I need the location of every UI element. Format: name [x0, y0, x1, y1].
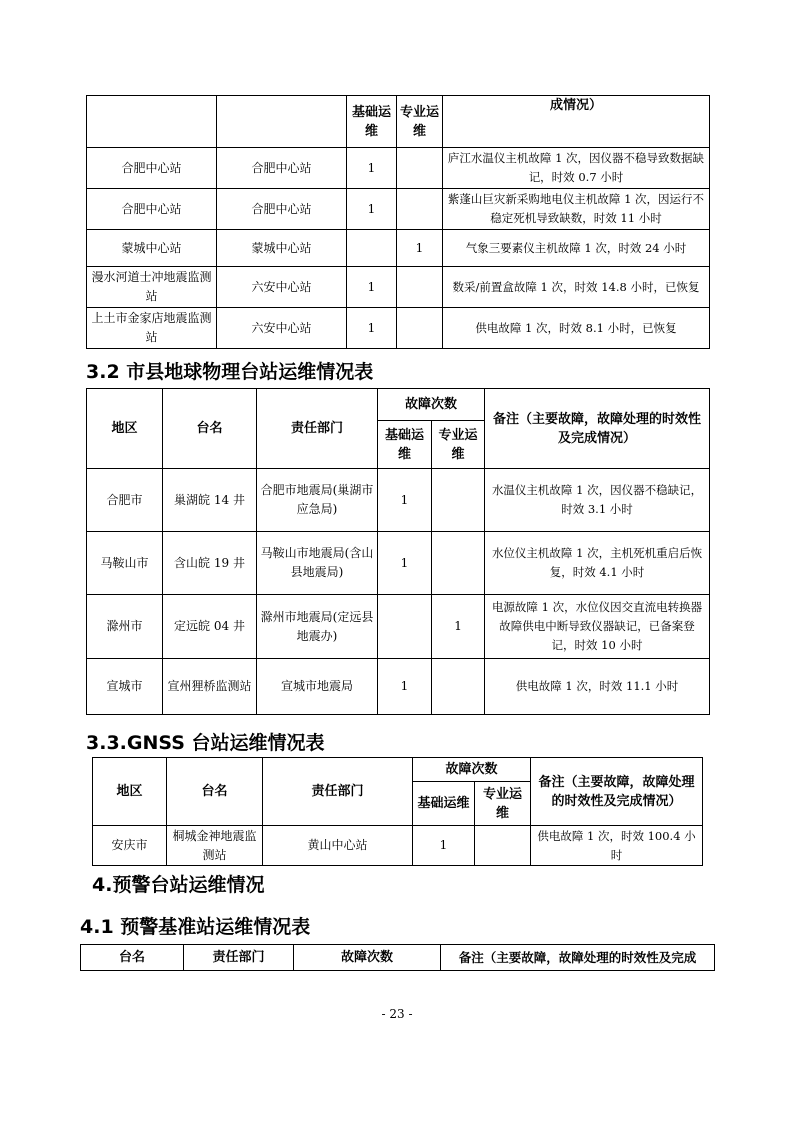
table-row: [87, 189, 710, 230]
cell-station: 合肥中心站: [87, 148, 217, 189]
cell-station: 漫水河道士冲地震监测站: [87, 267, 217, 308]
col-dept: 责任部门: [263, 758, 413, 826]
cell-dept: 宣城市地震局: [257, 659, 378, 715]
cell-basic: [378, 595, 432, 659]
table-header-row: [87, 96, 710, 148]
col-station: 台名: [81, 945, 184, 971]
table-3-3: [92, 757, 703, 866]
cell-pro: [397, 308, 443, 349]
cell-note: 电源故障 1 次，水位仪因交直流电转换器故障供电中断导致仪器缺记，已备案登记，时效 10 小时: [485, 595, 710, 659]
col-faults: 故障次数: [378, 389, 485, 421]
cell-note: 水位仪主机故障 1 次，主机死机重启后恢复，时效 4.1 小时: [485, 532, 710, 595]
cell-station: 巢湖皖 14 井: [163, 469, 257, 532]
table-3-2: [86, 388, 710, 715]
cell-region: 合肥市: [87, 469, 163, 532]
cell-dept: 六安中心站: [217, 308, 347, 349]
table-row: [87, 659, 710, 715]
table-row: [87, 267, 710, 308]
table-row: [87, 469, 710, 532]
col-note: 备注（主要故障，故障处理的时效性及完成: [441, 945, 715, 971]
section-title-4-1: 4.1 预警基准站运维情况表: [80, 916, 311, 938]
section-title-4: 4.预警台站运维情况: [92, 874, 265, 896]
cell-pro: [432, 532, 485, 595]
cell-region: 马鞍山市: [87, 532, 163, 595]
cell-station: 桐城金神地震监测站: [167, 826, 263, 866]
cell-note: 供电故障 1 次，时效 100.4 小时: [531, 826, 703, 866]
cell-station: 宣州狸桥监测站: [163, 659, 257, 715]
col-basic: 基础运维: [378, 421, 432, 469]
cell-pro: 1: [432, 595, 485, 659]
col-station: 台名: [167, 758, 263, 826]
cell-pro: [432, 469, 485, 532]
table-row: [87, 230, 710, 267]
table-header-row: [87, 389, 710, 421]
cell-basic: 1: [347, 189, 397, 230]
cell-dept: 黄山中心站: [263, 826, 413, 866]
cell-dept: 合肥中心站: [217, 148, 347, 189]
col-note: 备注（主要故障，故障处理的时效性及完成情况）: [531, 758, 703, 826]
cell-basic: 1: [378, 659, 432, 715]
cell-note: 气象三要素仪主机故障 1 次，时效 24 小时: [443, 230, 710, 267]
col-pro: 专业运维: [432, 421, 485, 469]
col-note: 备注（主要故障，故障处理的时效性及完成情况）: [485, 389, 710, 469]
cell-note: 供电故障 1 次，时效 8.1 小时，已恢复: [443, 308, 710, 349]
cell-dept: 马鞍山市地震局(含山县地震局): [257, 532, 378, 595]
cell-basic: 1: [378, 469, 432, 532]
table-row: [87, 308, 710, 349]
cell-region: 滁州市: [87, 595, 163, 659]
table-header-row: [93, 758, 703, 782]
table-row: [93, 826, 703, 866]
cell-note: 紫蓬山巨灾新采购地电仪主机故障 1 次，因运行不稳定死机导致缺数，时效 11 小时: [443, 189, 710, 230]
col-pro: 专业运维: [475, 782, 531, 826]
cell-note: 供电故障 1 次，时效 11.1 小时: [485, 659, 710, 715]
cell-basic: 1: [378, 532, 432, 595]
cell-note: 庐江水温仪主机故障 1 次，因仪器不稳导致数据缺记，时效 0.7 小时: [443, 148, 710, 189]
table-continued: [86, 95, 710, 349]
page-number: - 23 -: [381, 1007, 413, 1021]
table-4-1: [80, 944, 715, 971]
cell-dept: 滁州市地震局(定远县地震办): [257, 595, 378, 659]
col-pro: 专业运维: [397, 96, 443, 148]
cell-dept: 合肥中心站: [217, 189, 347, 230]
table-row: [87, 532, 710, 595]
cell-pro: [432, 659, 485, 715]
col-station: 台名: [163, 389, 257, 469]
cell-pro: [475, 826, 531, 866]
cell-basic: 1: [347, 148, 397, 189]
col-dept: 责任部门: [184, 945, 294, 971]
col-basic: 基础运维: [347, 96, 397, 148]
section-title-3-3: 3.3.GNSS 台站运维情况表: [86, 732, 325, 754]
col-basic: 基础运维: [413, 782, 475, 826]
cell-dept: 蒙城中心站: [217, 230, 347, 267]
section-title-3-2: 3.2 市县地球物理台站运维情况表: [86, 361, 374, 383]
cell-station: 合肥中心站: [87, 189, 217, 230]
cell-basic: 1: [413, 826, 475, 866]
col-region: 地区: [93, 758, 167, 826]
cell-station: 上土市金家店地震监测站: [87, 308, 217, 349]
col-note-tail: 成情况）: [443, 96, 710, 148]
cell-pro: 1: [397, 230, 443, 267]
table-header-row: [81, 945, 715, 971]
cell-dept: 六安中心站: [217, 267, 347, 308]
cell-region: 宣城市: [87, 659, 163, 715]
table-row: [87, 595, 710, 659]
cell-dept: 合肥市地震局(巢湖市应急局): [257, 469, 378, 532]
col-dept: 责任部门: [257, 389, 378, 469]
col-faults: 故障次数: [294, 945, 441, 971]
cell-note: 数采/前置盒故障 1 次，时效 14.8 小时，已恢复: [443, 267, 710, 308]
col-region: 地区: [87, 389, 163, 469]
cell-basic: 1: [347, 308, 397, 349]
cell-pro: [397, 267, 443, 308]
cell-station: 定远皖 04 井: [163, 595, 257, 659]
col-faults: 故障次数: [413, 758, 531, 782]
cell-station: 蒙城中心站: [87, 230, 217, 267]
cell-basic: 1: [347, 267, 397, 308]
cell-pro: [397, 148, 443, 189]
cell-region: 安庆市: [93, 826, 167, 866]
cell-note: 水温仪主机故障 1 次，因仪器不稳缺记，时效 3.1 小时: [485, 469, 710, 532]
cell-pro: [397, 189, 443, 230]
table-row: [87, 148, 710, 189]
cell-basic: [347, 230, 397, 267]
cell-station: 含山皖 19 井: [163, 532, 257, 595]
